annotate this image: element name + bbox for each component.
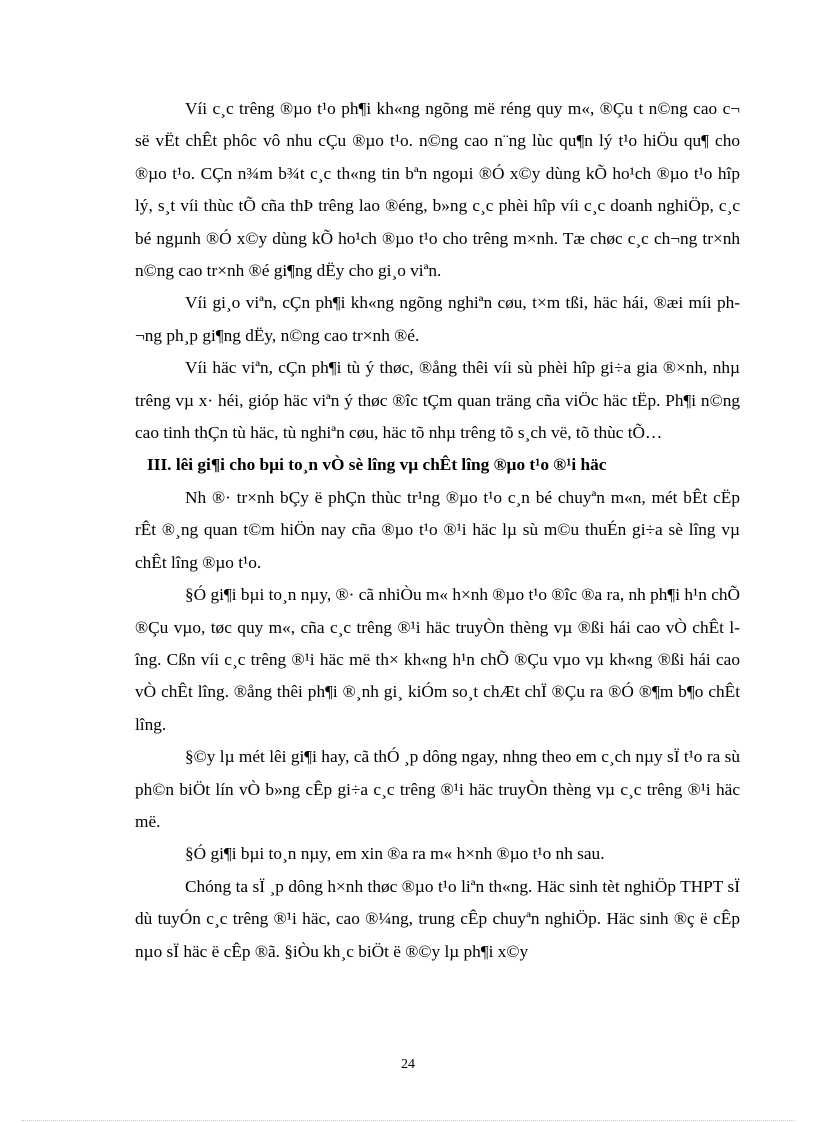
paragraph-4: Nh ®· tr×nh bÇy ë phÇn thùc tr¹ng ®µo t¹o c¸n bé chuyªn m«n, mét bÊt cËp rÊt ®¸ng quan t©m hiÖn nay cña ®µo t¹o ®¹i häc lµ sù m©u thuÉn gi÷a sè lîng vµ chÊt lîng ®µo t¹o.	[135, 487, 740, 572]
paragraph-5: §Ó gi¶i bµi to¸n nµy, ®· cã nhiÒu m« h×nh ®µo t¹o ®îc ®a ra, nh ph¶i h¹n chÕ ®Çu vµo, tøc quy m«, cña c¸c trêng ®¹i häc truyÒn thèng vµ ®ßi hái cao vÒ chÊt lîng. Cßn víi c¸c trêng ®¹i häc më th× kh«ng h¹n chÕ ®Çu vµo vµ kh«ng ®ßi hái cao vÒ chÊt lîng. ®ång thêi ph¶i ®¸nh gi¸ kiÓm so¸t chÆt chÏ ®Çu ra ®Ó ®¶m b¶o chÊt lîng.	[135, 585, 740, 734]
paragraph-2: Víi gi¸o viªn, cÇn ph¶i kh«ng ngõng nghiªn cøu, t×m tßi, häc hái, ®æi míi ph¬ng ph¸p gi¶ng dËy, n©ng cao tr×nh ®é.	[135, 293, 740, 345]
paragraph-3: Víi häc viªn, cÇn ph¶i tù ý thøc, ®ång thêi víi sù phèi hîp gi÷a gia ®×nh, nhµ trêng vµ x· héi, gióp häc viªn ý thøc ®îc tÇm quan träng cña viÖc häc tËp. Ph¶i n©ng cao tinh thÇn tù häc, tù nghiªn cøu, häc tõ nhµ trêng tõ s¸ch vë, tõ thùc tÕ…	[135, 358, 740, 443]
section-heading: III. lêi gi¶i cho bµi to¸n vÒ sè lîng vµ chÊt lîng ®µo t¹o ®¹i häc	[147, 455, 607, 475]
page-number: 24	[401, 1057, 415, 1072]
paragraph-7: §Ó gi¶i bµi to¸n nµy, em xin ®a ra m« h×nh ®µo t¹o nh sau.	[185, 844, 605, 864]
document-body	[135, 93, 740, 968]
paragraph-8: Chóng ta sÏ ¸p dông h×nh thøc ®µo t¹o liªn th«ng. Häc sinh tèt nghiÖp THPT sÏ dù tuyÓn c¸c trêng ®¹i häc, cao ®¼ng, trung cÊp chuyªn nghiÖp. Häc sinh ®ç ë cÊp nµo sÏ häc ë cÊp ®ã. §iÒu kh¸c biÖt ë ®©y lµ ph¶i x©y	[135, 876, 740, 961]
paragraph-6: §©y lµ mét lêi gi¶i hay, cã thÓ ¸p dông ngay, nhng theo em c¸ch nµy sÏ t¹o ra sù ph©n biÖt lín vÒ b»ng cÊp gi÷a c¸c trêng ®¹i häc truyÒn thèng vµ c¸c trêng ®¹i häc më.	[135, 747, 740, 831]
page-bottom-divider	[22, 1120, 794, 1121]
paragraph-1: Víi c¸c trêng ®µo t¹o ph¶i kh«ng ngõng më réng quy m«, ®Çu t n©ng cao c¬ së vËt chÊt phôc vô nhu cÇu ®µo t¹o. n©ng cao n¨ng lùc qu¶n lý t¹o hiÖu qu¶ cho ®µo t¹o. CÇn n¾m b¾t c¸c th«ng tin bªn ngoµi ®Ó x©y dùng kÕ ho¹ch ®µo t¹o hîp lý, s¸t víi thùc tÕ cña thÞ trêng lao ®éng, b»ng c¸c phèi hîp víi c¸c doanh nghiÖp, c¸c bé ngµnh ®Ó x©y dùng kÕ ho¹ch ®µo t¹o cho trêng m×nh. Tæ chøc c¸c ch¬ng tr×nh n©ng cao tr×nh ®é gi¶ng dËy cho gi¸o viªn.	[135, 99, 740, 281]
